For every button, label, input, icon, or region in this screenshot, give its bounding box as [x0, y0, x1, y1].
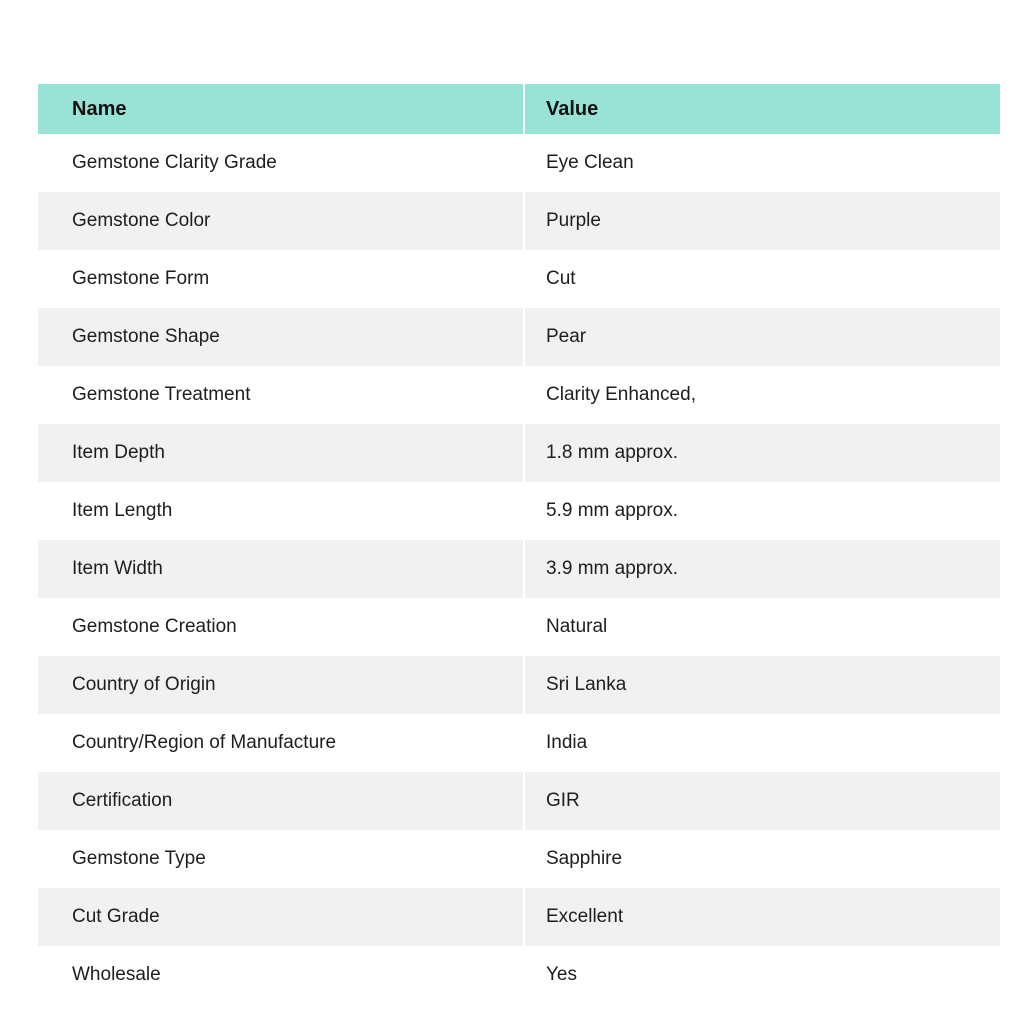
row-name-cell: Gemstone Treatment — [38, 366, 524, 424]
row-value-cell: Pear — [524, 308, 1000, 366]
table-row — [38, 656, 1000, 714]
row-name-cell: Gemstone Type — [38, 830, 524, 888]
row-name-cell: Gemstone Form — [38, 250, 524, 308]
row-value-cell: Sapphire — [524, 830, 1000, 888]
row-value-cell: 1.8 mm approx. — [524, 424, 1000, 482]
row-name-cell: Gemstone Clarity Grade — [38, 134, 524, 192]
spec-table — [38, 84, 1000, 1004]
table-row — [38, 714, 1000, 772]
column-header-name: Name — [38, 84, 524, 134]
table-row — [38, 366, 1000, 424]
table-row — [38, 540, 1000, 598]
row-value-cell: Eye Clean — [524, 134, 1000, 192]
table-row — [38, 134, 1000, 192]
row-value-cell: Sri Lanka — [524, 656, 1000, 714]
row-value-cell: Purple — [524, 192, 1000, 250]
row-name-cell: Country/Region of Manufacture — [38, 714, 524, 772]
row-value-cell: Cut — [524, 250, 1000, 308]
row-value-cell: India — [524, 714, 1000, 772]
row-value-cell: Yes — [524, 946, 1000, 1004]
row-name-cell: Country of Origin — [38, 656, 524, 714]
row-value-cell: Excellent — [524, 888, 1000, 946]
column-header-value: Value — [524, 84, 1000, 134]
table-row — [38, 424, 1000, 482]
row-name-cell: Item Depth — [38, 424, 524, 482]
row-value-cell: Natural — [524, 598, 1000, 656]
table-row — [38, 772, 1000, 830]
table-row — [38, 308, 1000, 366]
table-body — [38, 134, 1000, 1004]
row-name-cell: Item Width — [38, 540, 524, 598]
row-name-cell: Cut Grade — [38, 888, 524, 946]
row-name-cell: Certification — [38, 772, 524, 830]
table-row — [38, 888, 1000, 946]
row-value-cell: 5.9 mm approx. — [524, 482, 1000, 540]
row-value-cell: 3.9 mm approx. — [524, 540, 1000, 598]
table-row — [38, 482, 1000, 540]
row-value-cell: Clarity Enhanced, — [524, 366, 1000, 424]
table-row — [38, 192, 1000, 250]
row-name-cell: Gemstone Shape — [38, 308, 524, 366]
table-row — [38, 250, 1000, 308]
table-row — [38, 598, 1000, 656]
table-header-row — [38, 84, 1000, 134]
table-row — [38, 830, 1000, 888]
row-name-cell: Wholesale — [38, 946, 524, 1004]
row-name-cell: Gemstone Creation — [38, 598, 524, 656]
row-name-cell: Item Length — [38, 482, 524, 540]
row-name-cell: Gemstone Color — [38, 192, 524, 250]
table-row — [38, 946, 1000, 1004]
row-value-cell: GIR — [524, 772, 1000, 830]
